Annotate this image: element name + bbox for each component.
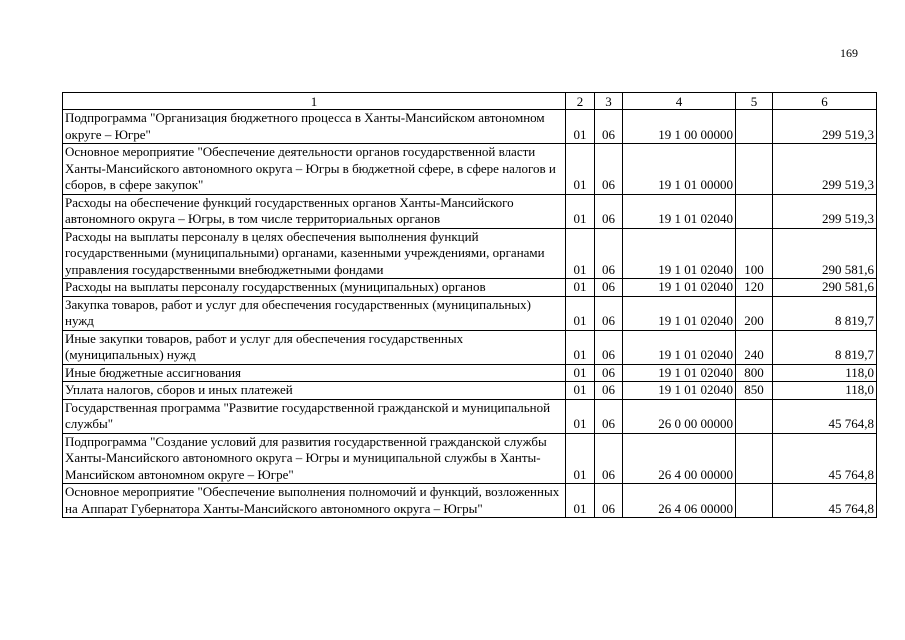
row-section: 01 — [566, 144, 595, 195]
row-name: Подпрограмма "Организация бюджетного процесса в Ханты-Мансийском автономном округе – Югре" — [63, 110, 566, 144]
table-row — [63, 228, 877, 279]
row-subsection: 06 — [595, 382, 623, 400]
column-header-amount: 6 — [773, 93, 877, 110]
row-section: 01 — [566, 296, 595, 330]
row-expense-type — [736, 144, 773, 195]
row-subsection: 06 — [595, 144, 623, 195]
row-name: Расходы на выплаты персоналу в целях обеспечения выполнения функций государственными (муниципальными) органами, казенными учреждениями, органами управления государственными внебюджетными фондами — [63, 228, 566, 279]
row-target-article: 19 1 01 02040 — [623, 296, 736, 330]
row-amount: 299 519,3 — [773, 144, 877, 195]
row-subsection: 06 — [595, 279, 623, 297]
table-row — [63, 279, 877, 297]
row-section: 01 — [566, 433, 595, 484]
row-expense-type: 120 — [736, 279, 773, 297]
row-name: Подпрограмма "Создание условий для развития государственной гражданской службы Ханты-Мансийского автономного округа – Югры и муниципальной службы в Ханты-Мансийском автономном округе – Югре" — [63, 433, 566, 484]
row-subsection: 06 — [595, 433, 623, 484]
row-section: 01 — [566, 399, 595, 433]
row-name: Основное мероприятие "Обеспечение выполнения полномочий и функций, возложенных на Аппарат Губернатора Ханты-Мансийского автономного округа – Югры" — [63, 484, 566, 518]
row-section: 01 — [566, 228, 595, 279]
row-name: Иные закупки товаров, работ и услуг для обеспечения государственных (муниципальных) нужд — [63, 330, 566, 364]
row-expense-type — [736, 433, 773, 484]
row-expense-type — [736, 484, 773, 518]
row-expense-type — [736, 194, 773, 228]
row-target-article: 19 1 01 02040 — [623, 364, 736, 382]
row-name: Основное мероприятие "Обеспечение деятельности органов государственной власти Ханты-Мансийского автономного округа – Югры в бюджетной сфере, в сфере налогов и сборов, в сфере закупок" — [63, 144, 566, 195]
row-amount: 118,0 — [773, 382, 877, 400]
row-name: Иные бюджетные ассигнования — [63, 364, 566, 382]
column-header-section: 2 — [566, 93, 595, 110]
row-subsection: 06 — [595, 330, 623, 364]
row-amount: 290 581,6 — [773, 279, 877, 297]
row-amount: 8 819,7 — [773, 330, 877, 364]
row-subsection: 06 — [595, 296, 623, 330]
row-expense-type: 240 — [736, 330, 773, 364]
row-section: 01 — [566, 330, 595, 364]
table-row — [63, 433, 877, 484]
row-expense-type: 800 — [736, 364, 773, 382]
row-subsection: 06 — [595, 110, 623, 144]
row-amount: 290 581,6 — [773, 228, 877, 279]
row-amount: 8 819,7 — [773, 296, 877, 330]
row-section: 01 — [566, 484, 595, 518]
column-header-target-article: 4 — [623, 93, 736, 110]
row-section: 01 — [566, 364, 595, 382]
row-name: Расходы на обеспечение функций государственных органов Ханты-Мансийского автономного округа – Югры, в том числе территориальных органов — [63, 194, 566, 228]
row-amount: 45 764,8 — [773, 484, 877, 518]
table-row — [63, 399, 877, 433]
table-row — [63, 110, 877, 144]
table-row — [63, 364, 877, 382]
row-target-article: 19 1 01 02040 — [623, 279, 736, 297]
column-header-subsection: 3 — [595, 93, 623, 110]
row-section: 01 — [566, 194, 595, 228]
row-amount: 299 519,3 — [773, 194, 877, 228]
row-expense-type — [736, 110, 773, 144]
row-amount: 118,0 — [773, 364, 877, 382]
table-header-row — [63, 93, 877, 110]
row-expense-type — [736, 399, 773, 433]
row-section: 01 — [566, 110, 595, 144]
row-target-article: 19 1 01 02040 — [623, 228, 736, 279]
table-body — [63, 110, 877, 518]
row-subsection: 06 — [595, 484, 623, 518]
row-subsection: 06 — [595, 194, 623, 228]
row-name: Расходы на выплаты персоналу государственных (муниципальных) органов — [63, 279, 566, 297]
row-subsection: 06 — [595, 399, 623, 433]
table-row — [63, 484, 877, 518]
row-subsection: 06 — [595, 228, 623, 279]
row-expense-type: 850 — [736, 382, 773, 400]
row-target-article: 19 1 01 02040 — [623, 194, 736, 228]
row-section: 01 — [566, 279, 595, 297]
row-name: Закупка товаров, работ и услуг для обеспечения государственных (муниципальных) нужд — [63, 296, 566, 330]
row-amount: 45 764,8 — [773, 433, 877, 484]
row-target-article: 26 0 00 00000 — [623, 399, 736, 433]
table-row — [63, 382, 877, 400]
column-header-name: 1 — [63, 93, 566, 110]
row-expense-type: 100 — [736, 228, 773, 279]
table-row — [63, 194, 877, 228]
row-target-article: 26 4 06 00000 — [623, 484, 736, 518]
row-expense-type: 200 — [736, 296, 773, 330]
row-subsection: 06 — [595, 364, 623, 382]
row-amount: 299 519,3 — [773, 110, 877, 144]
row-target-article: 26 4 00 00000 — [623, 433, 736, 484]
row-section: 01 — [566, 382, 595, 400]
row-name: Государственная программа "Развитие государственной гражданской и муниципальной службы" — [63, 399, 566, 433]
row-target-article: 19 1 01 00000 — [623, 144, 736, 195]
row-target-article: 19 1 01 02040 — [623, 330, 736, 364]
row-amount: 45 764,8 — [773, 399, 877, 433]
row-target-article: 19 1 01 02040 — [623, 382, 736, 400]
table-row — [63, 296, 877, 330]
row-name: Уплата налогов, сборов и иных платежей — [63, 382, 566, 400]
row-target-article: 19 1 00 00000 — [623, 110, 736, 144]
column-header-expense-type: 5 — [736, 93, 773, 110]
page-number: 169 — [840, 46, 858, 60]
table-row — [63, 330, 877, 364]
budget-table — [62, 92, 877, 518]
table-row — [63, 144, 877, 195]
